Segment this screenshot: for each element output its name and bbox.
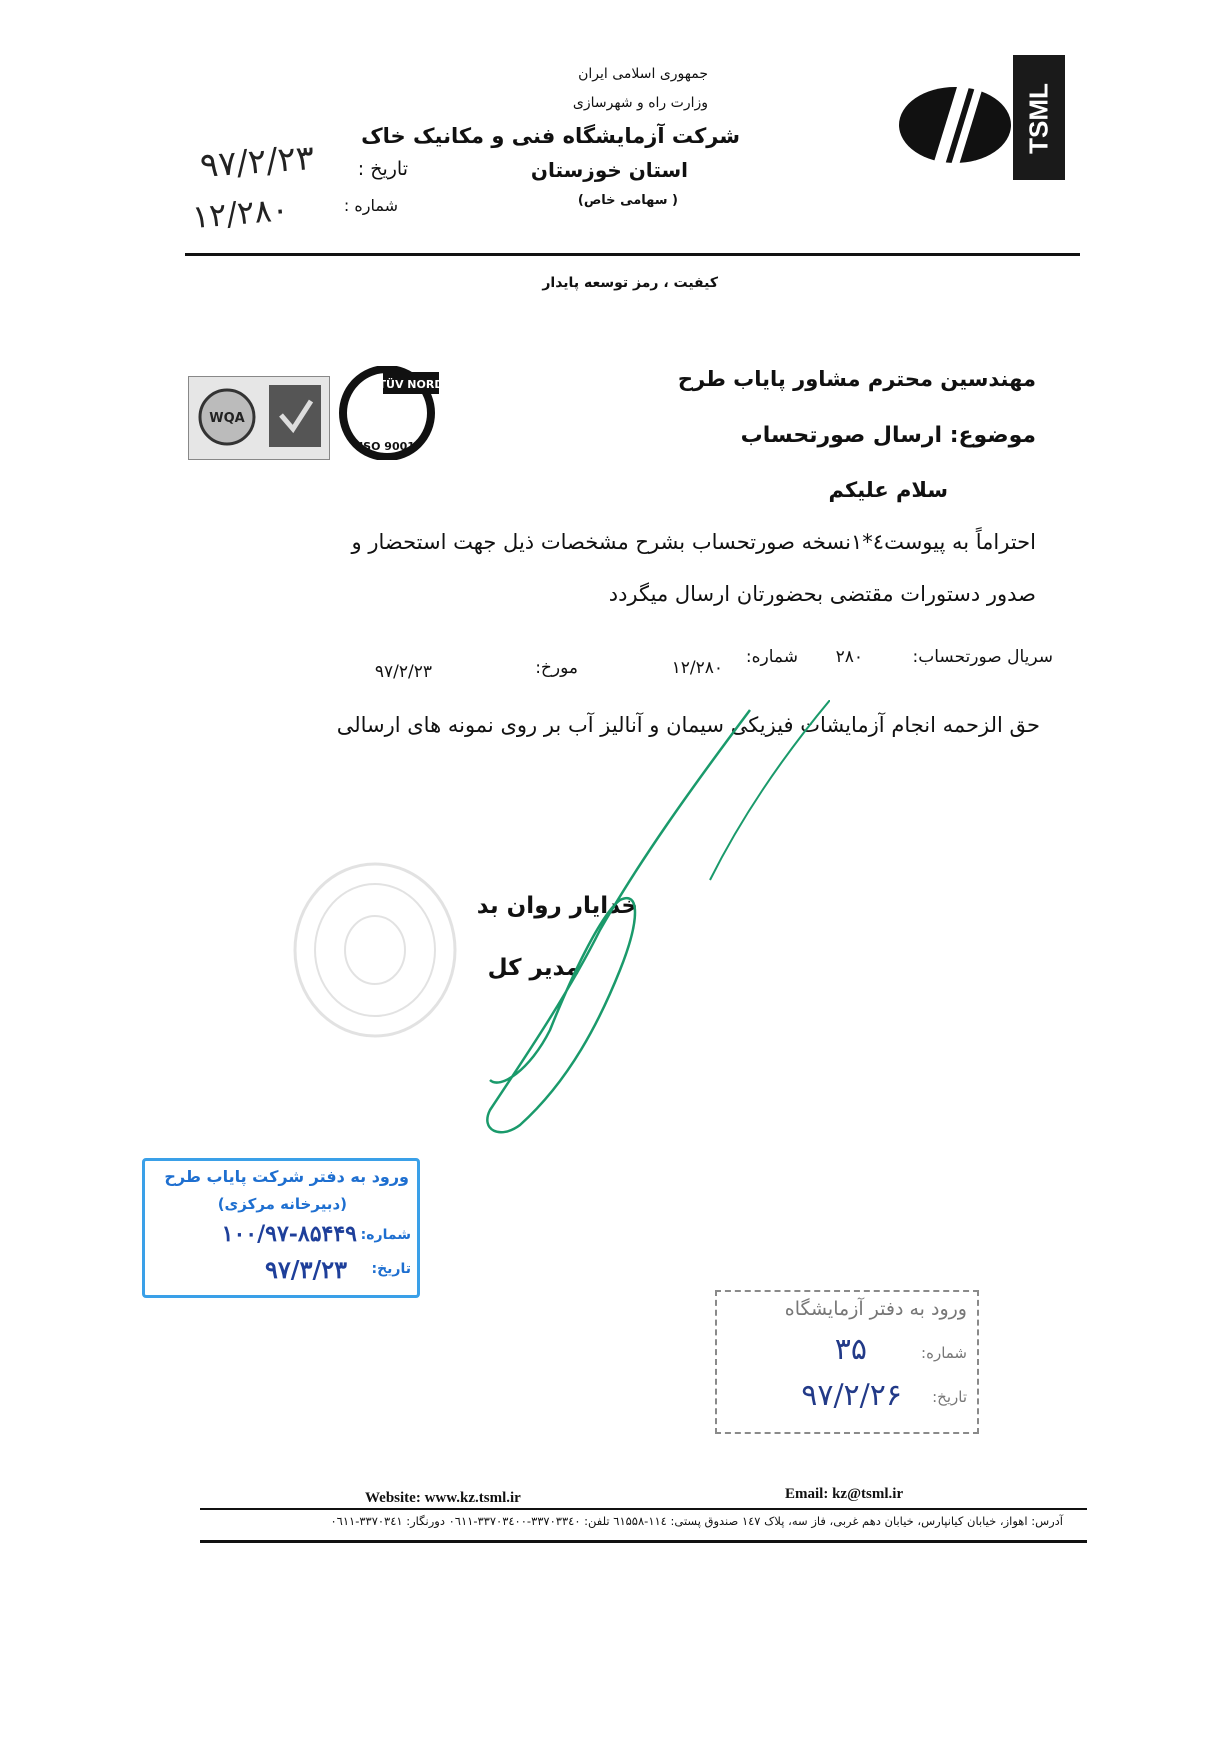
paragraph-line-1: احتراماً به پیوست٤*١نسخه صورتحساب بشرح مشخصات ذیل جهت استحضار و [351, 530, 1036, 554]
signatory-name: خدایار روان بد [476, 893, 638, 919]
signatory-title: مدیر کل [487, 955, 580, 981]
number-value: ۱۲/۲۸۰ [190, 189, 291, 237]
stamp-blue-date-label: تاریخ: [371, 1261, 411, 1277]
footer-divider-top [200, 1508, 1087, 1510]
stamp-blue-number-value: ۱۰۰/۹۷-۸۵۴۴۹ [221, 1221, 357, 1247]
iso-label: ISO 9001 [359, 440, 415, 453]
stamp-gray-number-value: ۳۵ [834, 1332, 867, 1367]
receipt-stamp-blue [142, 1158, 420, 1298]
tsml-label: TSML [1023, 83, 1054, 154]
embossed-seal-icon [290, 860, 460, 1040]
invoice-date-value: ۹۷/۲/۲۳ [374, 662, 432, 682]
number-label: شماره : [343, 196, 398, 215]
invoice-serial-value: ۲۸۰ [835, 647, 863, 667]
receipt-stamp-gray [715, 1290, 979, 1434]
tsml-box [1013, 55, 1065, 180]
header-company: شرکت آزمایشگاه فنی و مکانیک خاک [361, 124, 740, 148]
stamp-gray-date-label: تاریخ: [932, 1388, 967, 1406]
wqa-seal-icon [197, 387, 257, 447]
stamp-gray-number-label: شماره: [921, 1344, 967, 1362]
company-logo [895, 45, 1073, 180]
stamp-blue-number-label: شماره: [360, 1227, 411, 1243]
header-slogan: کیفیت ، رمز توسعه پایدار [542, 275, 718, 291]
header-divider [185, 253, 1080, 256]
iso-seal-icon [333, 366, 441, 460]
stamp-gray-date-value: ۹۷/۲/۲۶ [801, 1378, 902, 1413]
wqa-certificate [188, 376, 330, 460]
date-value: ۹۷/۲/۲۳ [198, 138, 316, 186]
tuv-label: TÜV NORD [378, 378, 441, 391]
stamp-gray-line1: ورود به دفتر آزمایشگاه [784, 1298, 967, 1320]
checkmark-icon [269, 385, 321, 447]
tuv-iso-certificate [333, 366, 441, 460]
paragraph-line-2: صدور دستورات مقتضی بحضورتان ارسال میگردد [608, 582, 1036, 606]
subject-line: موضوع: ارسال صورتحساب [740, 423, 1036, 448]
invoice-description: حق الزحمه انجام آزمایشات فیزیکی سیمان و آنالیز آب بر روی نمونه های ارسالی [336, 713, 1040, 737]
invoice-date-label: مورخ: [535, 658, 578, 678]
stamp-blue-line2: (دبیرخانه مرکزی) [217, 1195, 347, 1213]
footer-divider-bottom [200, 1540, 1087, 1543]
invoice-serial-label: سریال صورتحساب: [912, 647, 1053, 667]
header-ministry: وزارت راه و شهرسازی [572, 95, 708, 111]
header-province: استان خوزستان [530, 158, 688, 182]
header-country: جمهوری اسلامی ایران [578, 66, 708, 82]
invoice-number-label: شماره: [745, 647, 798, 667]
stamp-blue-date-value: ۹۷/۳/۲۳ [265, 1255, 347, 1284]
signature-icon [450, 700, 830, 1140]
greeting-line: سلام علیکم [828, 478, 948, 502]
accreditation-mark [269, 385, 321, 447]
date-label: تاریخ : [357, 158, 408, 180]
tsml-emblem-icon [895, 75, 1015, 175]
header-company-type: ( سهامی خاص) [577, 193, 678, 208]
wqa-label: WQA [209, 411, 245, 426]
invoice-number-value: ۱۲/۲۸۰ [671, 658, 723, 678]
recipient-line: مهندسین محترم مشاور پایاب طرح [677, 367, 1036, 391]
footer-website: Website: www.kz.tsml.ir [365, 1490, 521, 1506]
stamp-blue-line1: ورود به دفتر شرکت پایاب طرح [164, 1167, 409, 1186]
footer-address: آدرس: اهواز، خیابان کیانپارس، خیابان دهم غربی، فاز سه، پلاک ۱٤۷ صندوق پستی: ۱۱٤-٦۱۵۵۸ تلفن: ۳۳۷۰۳۳٤۰-۳۳۷۰۳٤۰۰-۰٦۱۱ دورنگار: ۳۳۷۰۳٤۱-۰٦۱۱ [330, 1514, 1063, 1528]
footer-email: Email: kz@tsml.ir [785, 1486, 904, 1502]
